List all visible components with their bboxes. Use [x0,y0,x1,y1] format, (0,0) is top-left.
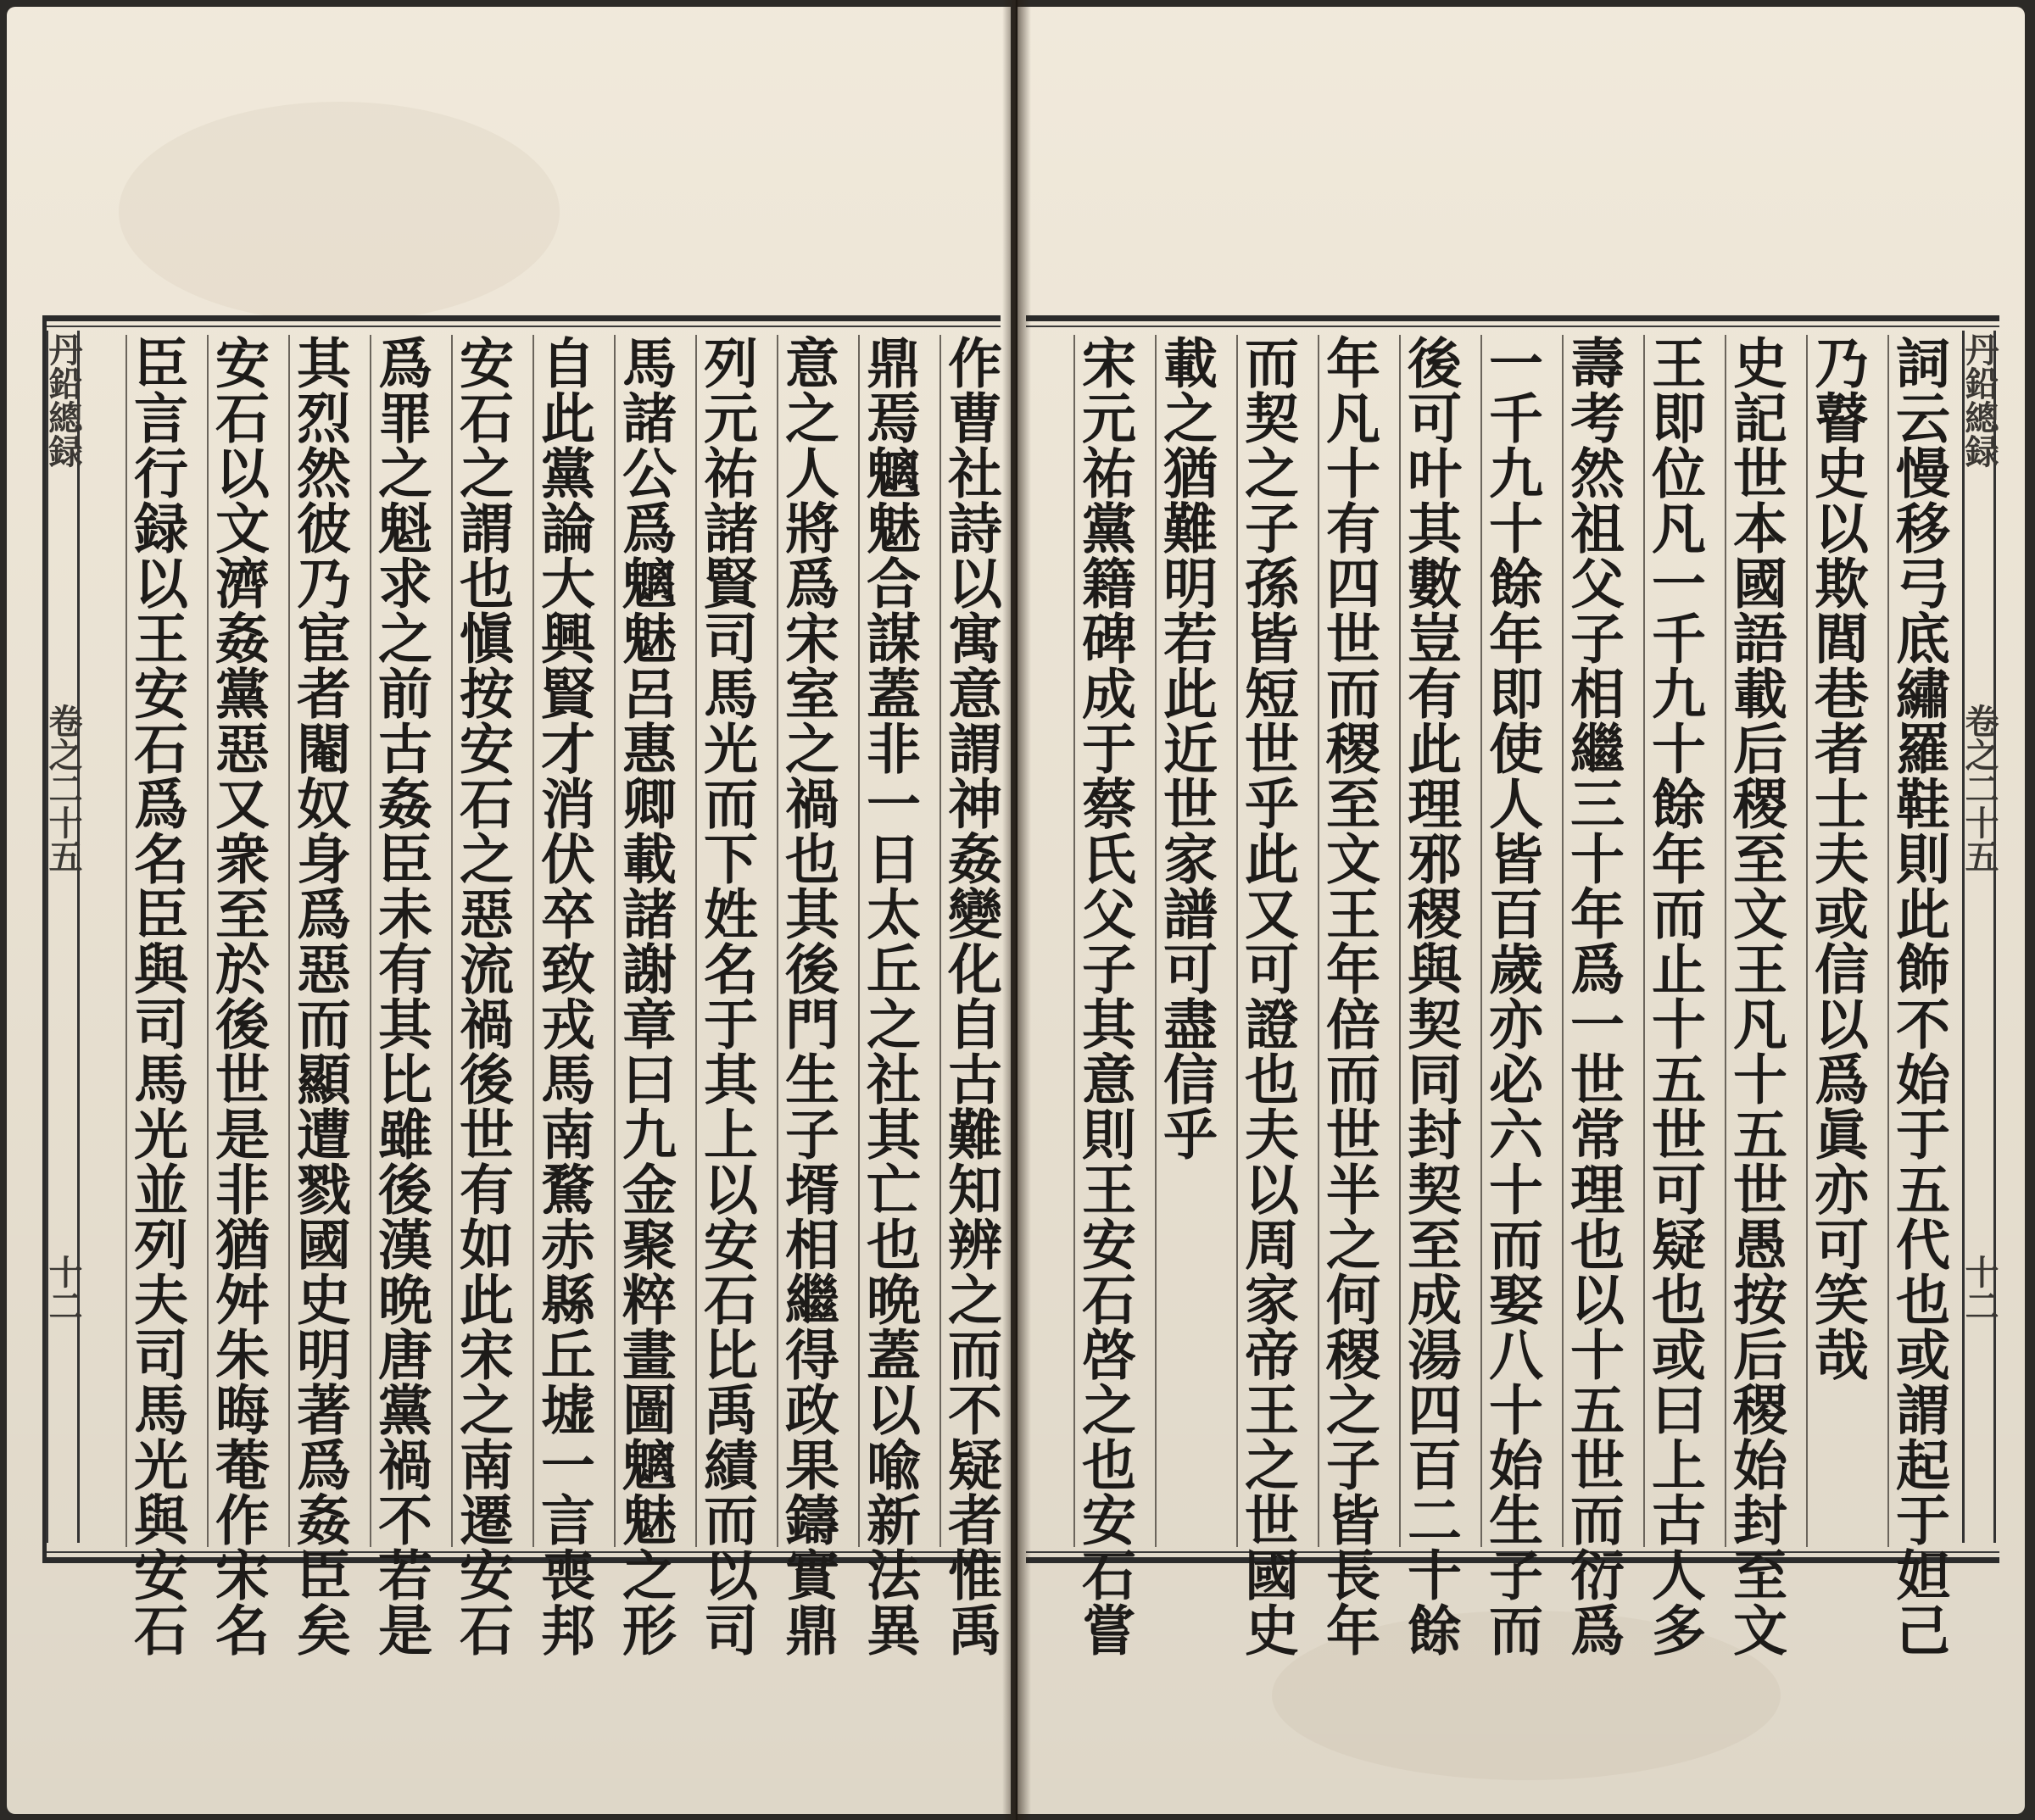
left-margin-folio: 十二 [43,1255,83,1322]
left-column-9: 其烈然彼乃宦者閹奴身爲惡而顯遭戮國史明著爲姦臣矣 [287,335,351,1657]
right-column-4: 王即位凡一千九十餘年而止十五世可疑也或曰上古人多 [1642,335,1706,1657]
right-column-10: 載之猶難明若此近世家譜可盡信乎 [1155,335,1214,1547]
left-column-4: 列元祐諸賢司馬光而下姓名于其上以安石比禹績而以司 [694,335,758,1657]
left-column-1: 作曹社詩以寓意謂神姦變化自古難知辨之而不疑者惟禹 [939,335,1002,1657]
right-margin-title: 丹鉛總録 [1960,332,1999,468]
right-column-7: 後可叶其數豈有此理邪稷與契同封契至成湯四百二十餘 [1398,335,1462,1657]
left-column-5: 馬諸公爲魑魅呂惠卿載諸謝章曰九金聚粹畫圖魑魅之形 [613,335,677,1657]
right-column-5: 壽考然祖父子相繼三十年爲一世常理也以十五世而衍爲 [1561,335,1625,1657]
book-gutter [1002,0,1031,1820]
left-column-11: 臣言行録以王安石爲名臣與司馬光並列夫司馬光與安石 [125,335,188,1657]
right-column-8: 年凡十有四世而稷至文王年倍而世半之何稷之子皆長年 [1317,335,1380,1657]
right-column-9: 而契之子孫皆短世乎此又可證也夫以周家帝王之世國史 [1235,335,1299,1657]
paper-stain [119,102,560,322]
right-margin-folio: 十二 [1960,1255,1999,1322]
left-column-6: 自此黨論大興賢才消伏卒致戎馬南騖赤縣丘墟一言喪邦 [532,335,595,1657]
right-column-2: 乃瞽史以欺閭巷者士夫或信以爲眞亦可笑哉 [1806,335,1865,1547]
right-column-6: 一千九十餘年即使人皆百歲亦必六十而娶八十始生子而 [1480,335,1543,1657]
right-column-11: 宋元祐黨籍碑成于蔡氏父子其意則王安石啓之也安石嘗 [1073,335,1136,1657]
right-margin-volume: 卷之二十五 [1960,704,1999,873]
left-column-10: 安石以文濟姦黨惡又衆至於後世是非猶舛朱晦菴作宋名 [206,335,270,1657]
left-column-7: 安石之謂也愼按安石之惡流禍後世有如此宋之南遷安石 [450,335,514,1657]
left-column-8: 爲罪之魁求之前古姦臣未有其比雖後漢晩唐黨禍不若是 [369,335,432,1657]
right-column-3: 史記世本國語載后稷至文王凡十五世愚按后稷始封至文 [1724,335,1787,1657]
left-column-2: 鼎焉魑魅合謀蓋非一日太丘之社其亡也晩蓋以喩新法異 [857,335,921,1657]
right-column-1: 詞云慢移弓底繡羅鞋則此飾不始于五代也或謂起于妲己 [1887,335,1950,1657]
left-column-3: 意之人將爲宋室之禍也其後門生子壻相繼得政果鑄實鼎 [776,335,839,1657]
left-margin-volume: 卷之二十五 [43,704,83,873]
left-margin-title: 丹鉛總録 [43,332,83,468]
